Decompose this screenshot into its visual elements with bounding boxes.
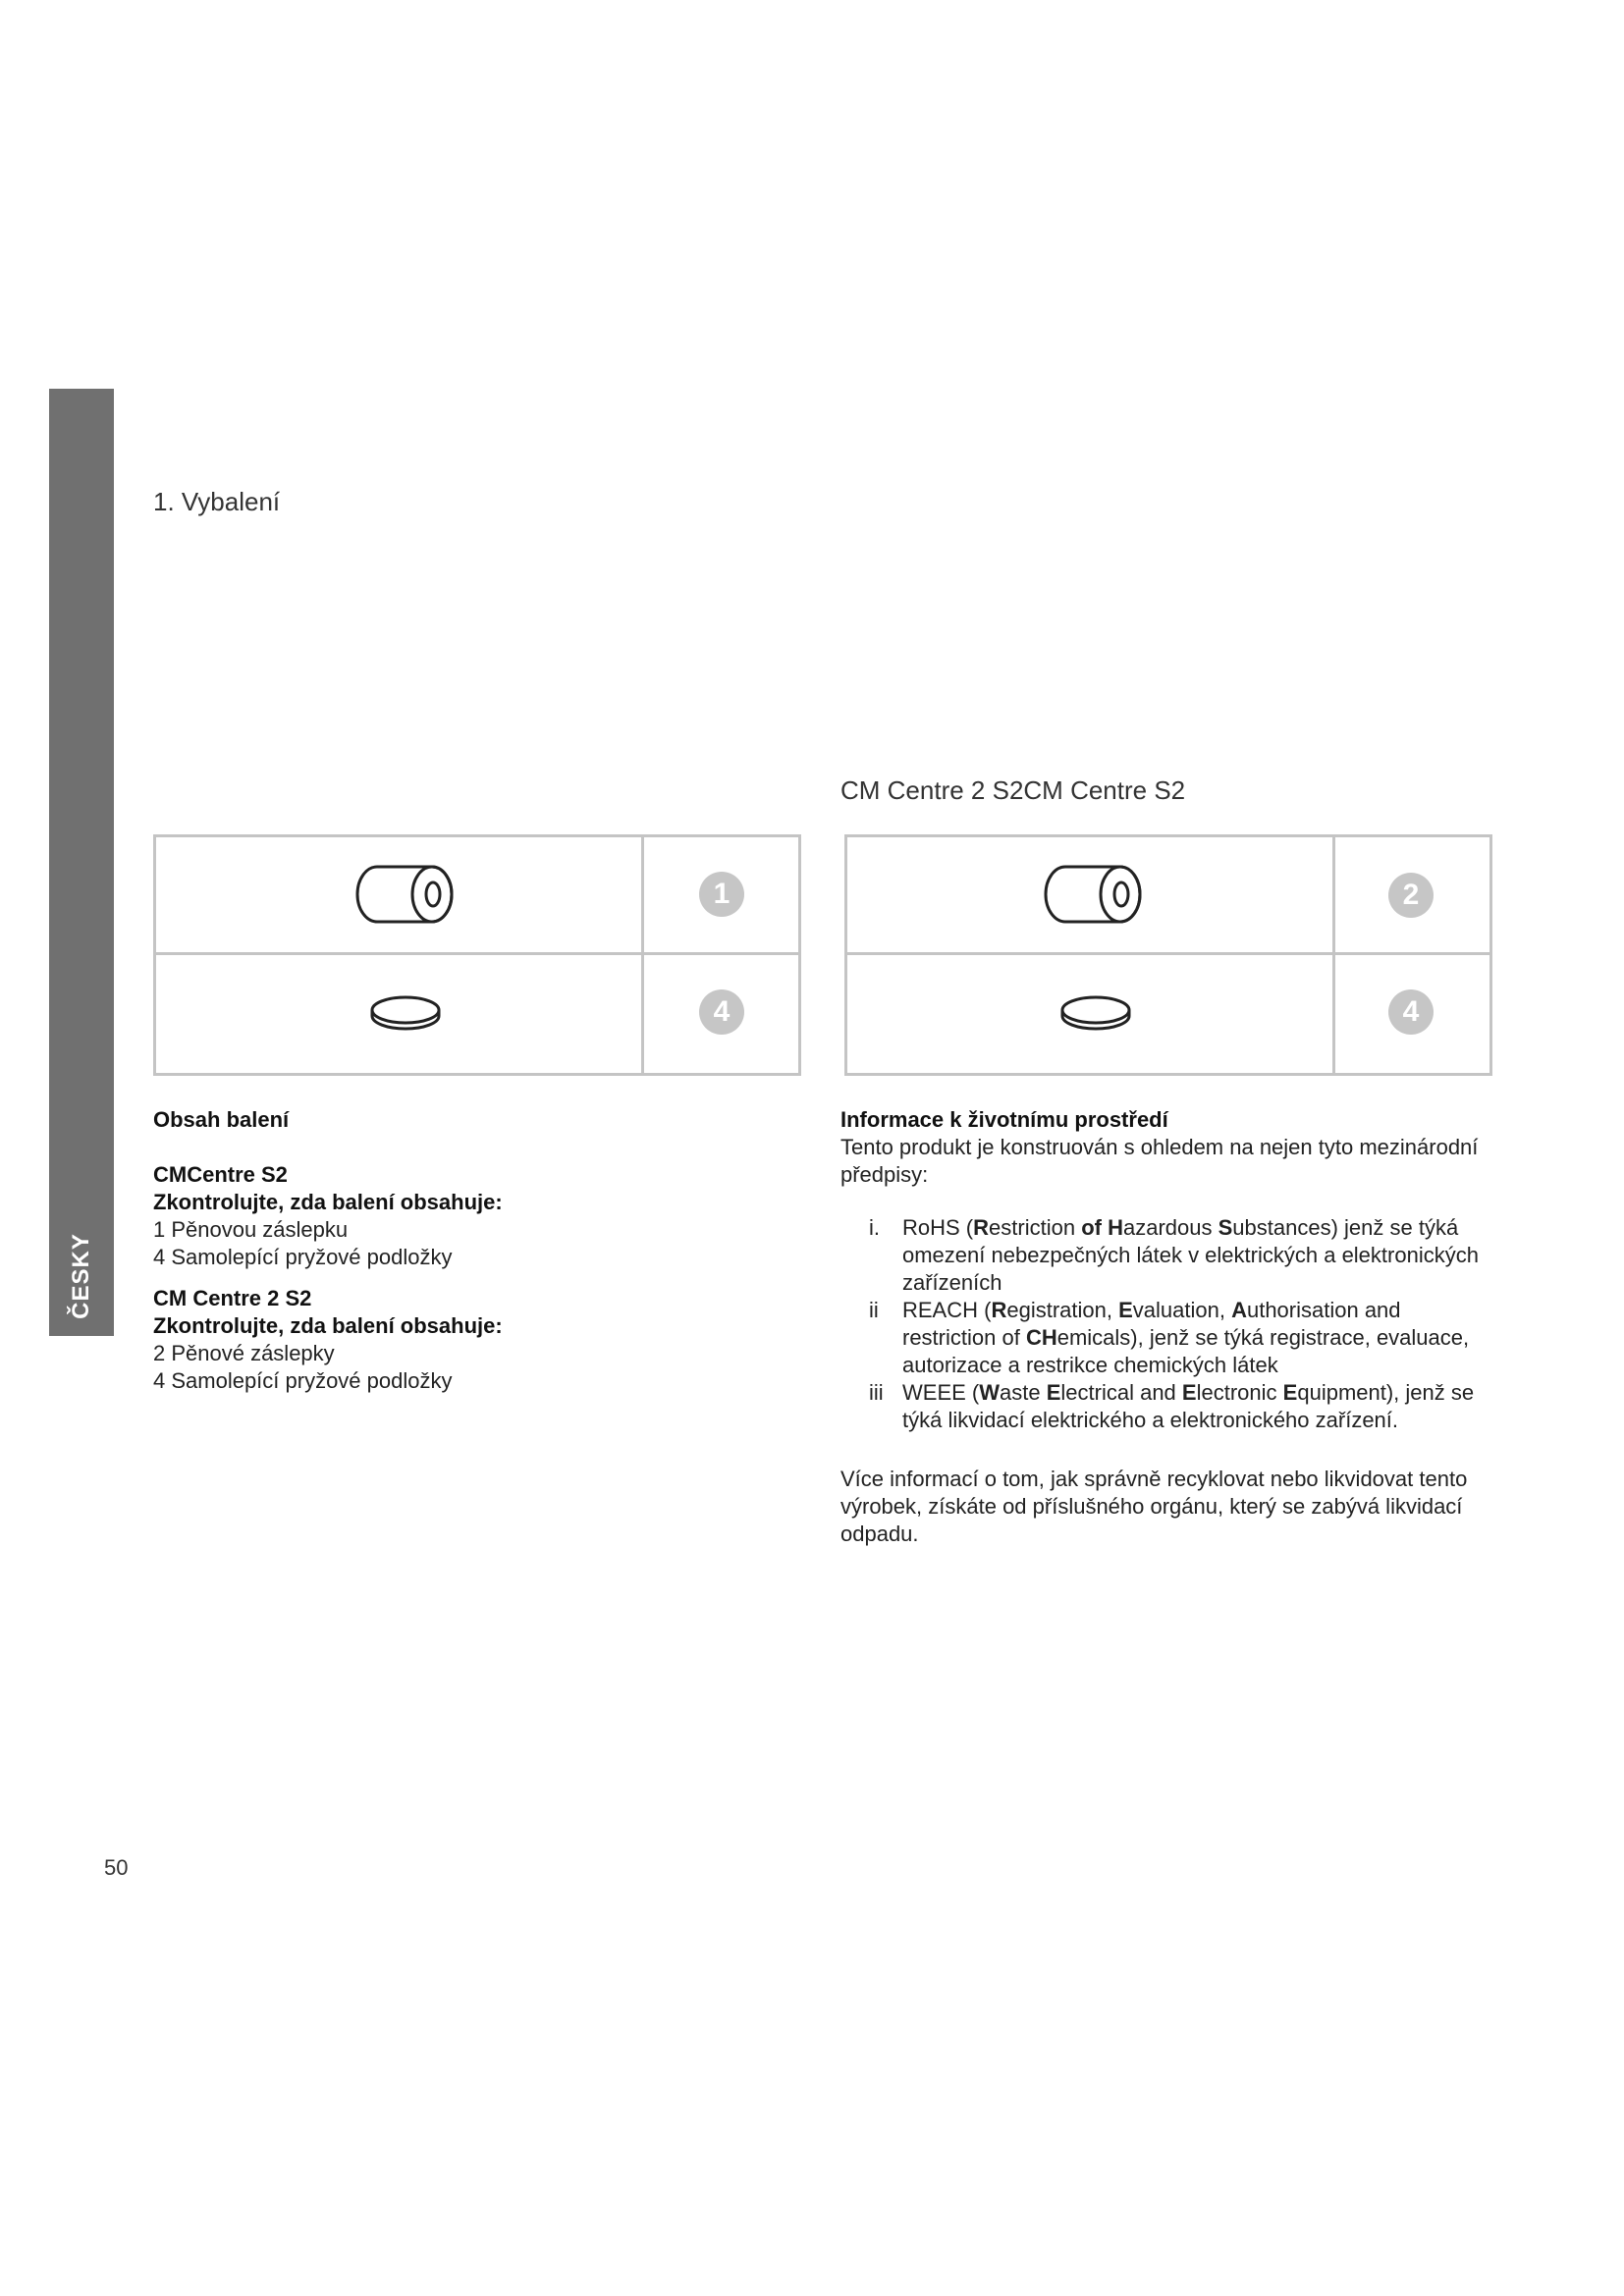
model2-check-label: Zkontrolujte, zda balení obsahuje:: [153, 1313, 503, 1338]
model2-name: CM Centre 2 S2: [153, 1286, 312, 1310]
model1-check-label: Zkontrolujte, zda balení obsahuje:: [153, 1190, 503, 1214]
section-title: 1. Vybalení: [153, 487, 281, 516]
list-item: ii REACH (Registration, Evaluation, Authorisation and restriction of CHemicals), jenž se týká registrace, evaluace, autorizace a restrikce chemických látek: [869, 1298, 1470, 1377]
environment-heading: Informace k životnímu prostředí: [840, 1107, 1168, 1132]
regulations-list: [869, 1214, 1497, 1434]
package-contents-heading: Obsah balení: [153, 1107, 290, 1132]
foam-plug-icon: [847, 837, 1332, 952]
rubber-pad-icon: [156, 955, 641, 1070]
environment-info: [840, 1106, 1489, 1189]
quantity-badge-4: 4: [699, 989, 744, 1035]
quantity-badge-2: 2: [1388, 873, 1434, 918]
list-item: iii WEEE (Waste Electrical and Electronic Equipment), jenž se týká likvidací elektrického a elektronického zařízení.: [869, 1380, 1475, 1432]
right-model-title: CM Centre 2 S2CM Centre S2: [840, 775, 1186, 805]
right-contents-box: [844, 834, 1492, 1076]
quantity-badge-1: 1: [699, 872, 744, 917]
language-tab-label: ČESKY: [68, 1233, 94, 1319]
foam-plug-icon: [156, 837, 641, 952]
list-item: 2 Pěnové záslepky: [153, 1341, 335, 1365]
list-item: 1 Pěnovou záslepku: [153, 1217, 349, 1242]
package-contents: [153, 1106, 782, 1395]
list-item: 4 Samolepící pryžové podložky: [153, 1368, 453, 1393]
recycling-info: [840, 1466, 1489, 1548]
model1-name: CMCentre S2: [153, 1162, 288, 1187]
rubber-pad-icon: [847, 955, 1332, 1070]
environment-intro: Tento produkt je konstruován s ohledem na nejen tyto mezinárodní předpisy:: [840, 1135, 1479, 1187]
recycling-text: Více informací o tom, jak správně recyklovat nebo likvidovat tento výrobek, získáte od příslušného orgánu, který se zabývá likvidací odpadu.: [840, 1467, 1468, 1546]
list-item: 4 Samolepící pryžové podložky: [153, 1245, 453, 1269]
page-number: 50: [104, 1855, 129, 1880]
language-side-tab: [49, 389, 114, 1336]
left-contents-box: [153, 834, 801, 1076]
list-item: i. RoHS (Restriction of Hazardous Substances) jenž se týká omezení nebezpečných látek v elektrických a elektronických zařízeních: [869, 1215, 1479, 1295]
quantity-badge-4: 4: [1388, 989, 1434, 1035]
